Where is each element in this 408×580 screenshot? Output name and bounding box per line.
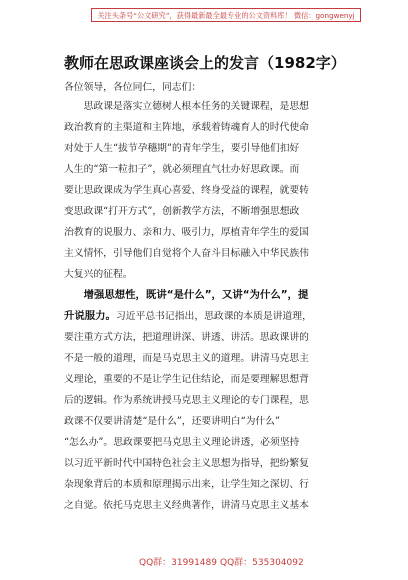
text-line: 义理论，重要的不是让学生记住结论，而是要理解思想背 — [64, 374, 309, 385]
text-line: 主义情怀，引导他们自觉将个人奋斗目标融入中华民族伟 — [64, 248, 309, 259]
text-line: 思政课是落实立德树人根本任务的关键课程，是思想 — [64, 101, 309, 112]
paragraph-1 — [64, 96, 348, 285]
text-line: 要让思政课成为学生真心喜爱、终身受益的课程，就要转 — [64, 185, 309, 196]
text-line: “怎么办”。思政课要把马克思主义理论讲透，必须坚持 — [64, 437, 300, 448]
text-line: 对处于人生“拔节孕穗期”的青年学生，要引导他们扣好 — [64, 143, 300, 154]
bold-heading: 升说服力。 — [64, 310, 116, 322]
text-line: 要注重方式方法，把道理讲深、讲透、讲活。思政课讲的 — [64, 332, 309, 343]
text-line-rest: 习近平总书记指出，思政课的本质是讲道理， — [115, 311, 312, 322]
text-line: 杂现象背后的本质和原理揭示出来，让学生知之深切、行 — [64, 479, 309, 490]
text-line — [64, 285, 348, 306]
text-line: 政课不仅要讲清楚“是什么”，还要讲明白“为什么” — [64, 416, 280, 427]
text-line: 治教育的说服力、亲和力、吸引力，厚植青年学生的爱国 — [64, 227, 309, 238]
text-line: 后的逻辑。作为系统讲授马克思主义理论的专门课程，思 — [64, 395, 309, 406]
header-banner: 关注头条号“公文研究”，获得最新最全最专业的公文资料库！ 微信：gongwenyj — [91, 8, 361, 22]
text-line: 以习近平新时代中国特色社会主义思想为指导，把纷繁复 — [64, 458, 309, 469]
text-line: 大复兴的征程。 — [64, 269, 133, 280]
footer — [0, 555, 408, 571]
text-line: 之自觉。依托马克思主义经典著作，讲清马克思主义基本 — [64, 500, 309, 511]
salutation: 各位领导，各位同仁，同志们： — [64, 82, 202, 93]
paragraph-2 — [64, 285, 348, 516]
text-line: 政治教育的主渠道和主阵地，承载着铸魂育人的时代使命 — [64, 122, 309, 133]
text-line: 人生的“第一粒扣子”，就必须理直气壮办好思政课。而 — [64, 164, 300, 175]
text-line: 不是一般的道理，而是马克思主义的道理。讲清马克思主 — [64, 353, 309, 364]
bold-heading: 增强思想性，既讲“是什么”，又讲“为什么”，提 — [83, 289, 309, 301]
page-title: 教师在思政课座谈会上的发言（1982字） — [64, 54, 346, 72]
text-line — [64, 306, 348, 327]
text-line: 变思政课“打开方式”，创新教学方法，不断增强思想政 — [64, 206, 300, 217]
qq-group-1: QQ群：31991489 — [139, 558, 217, 568]
qq-group-2: QQ群：535304092 — [220, 558, 304, 568]
